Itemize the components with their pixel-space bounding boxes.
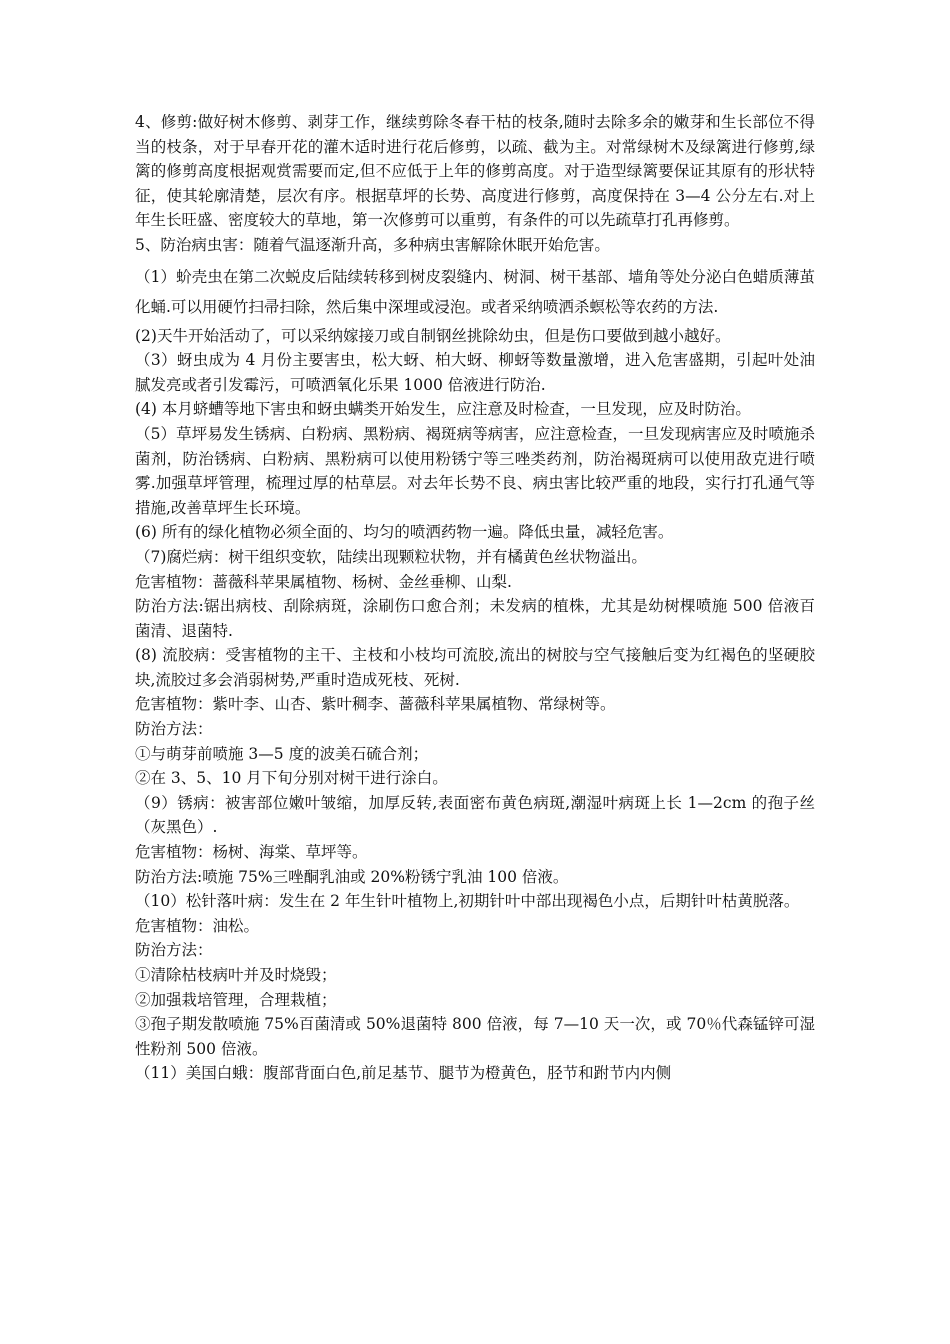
- paragraph-rust: （9）锈病：被害部位嫩叶皱缩，加厚反转,表面密布黄色病斑,潮湿叶病斑上长 1—2cm 的孢子丝（灰黑色）.: [135, 793, 815, 837]
- paragraph-gummosis-control-2: ②在 3、5、10 月下旬分别对树干进行涂白。: [135, 769, 448, 788]
- paragraph-aphid: （3）蚜虫成为 4 月份主要害虫，松大蚜、柏大蚜、柳蚜等数量激增，进入危害盛期，引起叶处油腻发亮或者引发霉污，可喷洒氧化乐果 1000 倍液进行防治.: [135, 351, 815, 394]
- paragraph-longhorn-beetle: (2)天牛开始活动了，可以采纳嫁接刀或自制钢丝挑除幼虫，但是伤口要做到越小越好。: [135, 326, 731, 345]
- paragraph-gummosis-hosts: 危害植物：紫叶李、山杏、紫叶稠李、蔷薇科苹果属植物、常绿树等。: [135, 695, 616, 714]
- paragraph-needle-cast-hosts: 危害植物：油松。: [135, 916, 260, 935]
- document-body: [135, 110, 815, 1086]
- paragraph-gummosis-control-heading: 防治方法：: [135, 720, 213, 739]
- paragraph-fall-webworm: （11）美国白蛾：腹部背面白色,前足基节、腿节为橙黄色，胫节和跗节内内侧: [135, 1064, 672, 1083]
- paragraph-gummosis-control-1: ①与萌芽前喷施 3—5 度的波美石硫合剂；: [135, 744, 429, 763]
- paragraph-needle-cast: （10）松针落叶病：发生在 2 年生针叶植物上,初期针叶中部出现褐色小点，后期针叶枯黄脱落。: [135, 892, 800, 911]
- paragraph-pest-control: 5、防治病虫害：随着气温逐渐升高，多种病虫害解除休眠开始危害。: [135, 235, 610, 254]
- paragraph-needle-cast-control-heading: 防治方法：: [135, 941, 213, 960]
- paragraph-spray-all: (6) 所有的绿化植物必须全面的、均匀的喷洒药物一遍。降低虫量，减轻危害。: [135, 523, 674, 542]
- paragraph-pruning: 4、修剪:做好树木修剪、剥芽工作，继续剪除冬春干枯的枝条,随时去除多余的嫩芽和生长部位不得当的枝条，对于早春开花的灌木适时进行花后修剪，以疏、截为主。对常绿树木及绿篱进行修剪,绿篱的修剪高度根据观赏需要而定,但不应低于上年的修剪高度。对于造型绿篱要保证其原有的形状特征，使其轮廓清楚，层次有序。根据草坪的长势、高度进行修剪，高度保持在 3—4 公分左右.对上年生长旺盛、密度较大的草地，第一次修剪可以重剪，有条件的可以先疏草打孔再修剪。: [135, 113, 815, 230]
- paragraph-rust-control: 防治方法:喷施 75%三唑酮乳油或 20%粉锈宁乳油 100 倍液。: [135, 867, 569, 886]
- paragraph-needle-cast-control-2: ②加强栽培管理，合理栽植；: [135, 990, 337, 1009]
- paragraph-needle-cast-control-1: ①清除枯枝病叶并及时烧毁；: [135, 966, 337, 984]
- paragraph-canker-hosts: 危害植物：蔷薇科苹果属植物、杨树、金丝垂柳、山梨.: [135, 572, 512, 591]
- paragraph-canker: （7)腐烂病：树干组织变软，陆续出现颗粒状物，并有橘黄色丝状物溢出。: [135, 547, 647, 566]
- paragraph-canker-control: 防治方法:锯出病枝、刮除病斑，涂刷伤口愈合剂；未发病的植株，尤其是幼树棵喷施 500 倍液百菌清、退菌特.: [135, 597, 815, 640]
- paragraph-rust-hosts: 危害植物：杨树、海棠、草坪等。: [135, 843, 368, 862]
- paragraph-scale-insect: （1）蚧壳虫在第二次蜕皮后陆续转移到树皮裂缝内、树洞、树干基部、墙角等处分泌白色蜡质薄茧化蛹.可以用硬竹扫帚扫除，然后集中深埋或浸泡。或者采纳喷洒杀螟松等农药的方法.: [135, 267, 815, 316]
- paragraph-lawn-disease: （5）草坪易发生锈病、白粉病、黑粉病、褐斑病等病害，应注意检查，一旦发现病害应及时喷施杀菌剂，防治锈病、白粉病、黑粉病可以使用粉锈宁等三唑类药剂，防治褐斑病可以使用敌克进行喷雾.加强草坪管理，梳理过厚的枯草层。对去年长势不良、病虫害比较严重的地段，实行打孔通气等措施,改善草坪生长环境。: [135, 424, 815, 517]
- paragraph-needle-cast-control-3: ③孢子期发散喷施 75%百菌清或 50%退菌特 800 倍液，每 7—10 天一次，或 70％代森锰锌可湿性粉剂 500 倍液。: [135, 1015, 815, 1058]
- paragraph-grub: (4) 本月蛴螬等地下害虫和蚜虫螨类开始发生，应注意及时检查，一旦发现，应及时防治。: [135, 400, 751, 419]
- paragraph-gummosis: (8) 流胶病：受害植物的主干、主枝和小枝均可流胶,流出的树胶与空气接触后变为红褐色的坚硬胶块,流胶过多会消弱树势,严重时造成死枝、死树.: [135, 646, 815, 689]
